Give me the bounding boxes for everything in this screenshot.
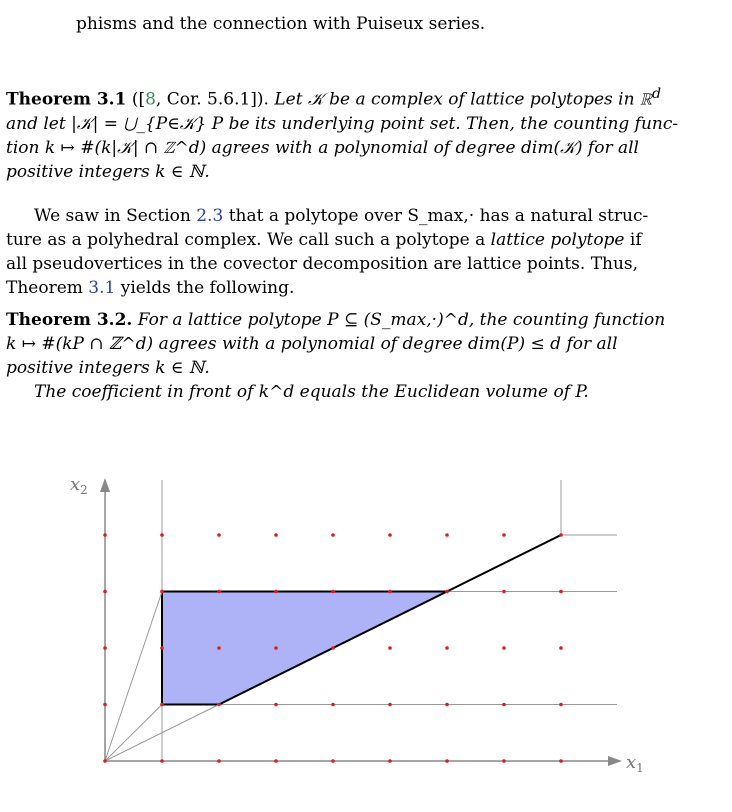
ref-open: ([ [131,89,146,110]
theorem-3-2-label: Theorem 3.2. [6,310,133,330]
lattice-point-1-1 [160,703,164,707]
lattice-point-7-4 [502,533,506,537]
paragraph-line-1 [6,204,724,228]
lattice-point-3-2 [274,646,278,650]
lattice-point-2-2 [217,646,221,650]
ray-to-1-3 [105,592,162,762]
theorem-3-2-line-1 [6,308,724,332]
p-text: that a polytope over S_max,· has a natural struc- [223,206,649,226]
x-axis-label: $x_1$ [626,752,644,775]
lattice-point-1-0 [160,759,164,763]
lattice-point-4-0 [331,759,335,763]
p-text: yields the following. [115,278,295,298]
theorem-3-1 [6,82,724,184]
lattice-point-2-3 [217,590,221,594]
x-axis-arrow-icon [608,756,622,766]
lattice-point-7-0 [502,759,506,763]
polytope-extension-segment [447,535,561,592]
lattice-point-6-3 [445,590,449,594]
ref-rest: , Cor. 5.6.1]). [155,89,269,110]
p-text: ture as a polyhedral complex. We call such a polytope a [6,230,491,250]
theorem-3-1-line-3: tion k ↦ #(k|𝒦| ∩ ℤ^d) agrees with a polynomial of degree dim(𝒦) for all [6,137,639,158]
section-link-2-3[interactable]: 2.3 [196,206,224,226]
polytope-region [162,592,447,705]
emphasis-lattice-polytope: lattice polytope [490,230,625,250]
lattice-point-6-1 [445,703,449,707]
lattice-point-5-1 [388,703,392,707]
lattice-point-8-2 [559,646,563,650]
theorem-3-2-line-4: The coefficient in front of k^d equals the Euclidean volume of P. [34,382,589,402]
lattice-point-7-3 [502,590,506,594]
lattice-point-6-4 [445,533,449,537]
theorem-3-2 [6,308,724,404]
lattice-point-1-3 [160,590,164,594]
body-paragraph [6,204,724,300]
superscript-d: d [652,86,662,102]
lattice-point-0-0 [103,759,107,763]
p-text: if [624,230,642,250]
lattice-point-3-3 [274,590,278,594]
theorem-3-2-text-1: For a lattice polytope P ⊆ (S_max,·)^d, the counting function [137,310,666,330]
y-axis-label: $x_2$ [70,474,88,497]
lattice-point-5-4 [388,533,392,537]
lattice-point-8-1 [559,703,563,707]
paragraph-line-3: all pseudovertices in the covector decomposition are lattice points. Thus, [6,254,639,274]
theorem-3-1-label: Theorem 3.1 [6,89,127,110]
y-axis-arrow-icon [100,478,110,492]
lattice-point-6-2 [445,646,449,650]
lattice-point-4-1 [331,703,335,707]
lattice-point-4-3 [331,590,335,594]
lattice-point-6-0 [445,759,449,763]
p-text: Theorem [6,278,89,298]
theorem-3-1-line-4: positive integers k ∈ ℕ. [6,161,210,182]
lattice-point-0-2 [103,646,107,650]
lattice-point-4-4 [331,533,335,537]
p-text: We saw in Section [34,206,197,226]
lattice-point-1-4 [160,533,164,537]
lattice-point-7-1 [502,703,506,707]
lattice-polytope-figure [0,432,732,812]
lattice-point-8-3 [559,590,563,594]
continued-text: phisms and the connection with Puiseux series. [76,14,486,34]
lattice-point-3-4 [274,533,278,537]
lattice-point-5-3 [388,590,392,594]
lattice-point-5-0 [388,759,392,763]
paragraph-line-2 [6,228,724,252]
lattice-point-3-0 [274,759,278,763]
lattice-point-1-2 [160,646,164,650]
lattice-point-2-1 [217,703,221,707]
theorem-3-1-line-2: and let |𝒦| = ⋃_{P∈𝒦} P be its underlying point set. Then, the counting func- [6,113,679,134]
lattice-point-8-0 [559,759,563,763]
lattice-point-7-2 [502,646,506,650]
ray-to-1-1 [105,705,162,762]
theorem-3-2-line-2: k ↦ #(kP ∩ ℤ^d) agrees with a polynomial of degree dim(P) ≤ d for all [6,334,618,354]
lattice-point-5-2 [388,646,392,650]
theorem-3-1-text-1: Let 𝒦 be a complex of lattice polytopes in ℝ [274,89,653,110]
lattice-point-0-1 [103,703,107,707]
lattice-point-8-4 [559,533,563,537]
theorem-link-3-1[interactable]: 3.1 [88,278,116,298]
lattice-point-2-0 [217,759,221,763]
lattice-point-0-3 [103,590,107,594]
theorem-3-1-line-1 [6,82,724,112]
citation-link-8[interactable]: 8 [145,89,156,110]
theorem-3-2-line-3: positive integers k ∈ ℕ. [6,358,210,378]
lattice-point-2-4 [217,533,221,537]
lattice-point-4-2 [331,646,335,650]
lattice-point-0-4 [103,533,107,537]
paragraph-line-4 [6,276,724,300]
lattice-point-3-1 [274,703,278,707]
